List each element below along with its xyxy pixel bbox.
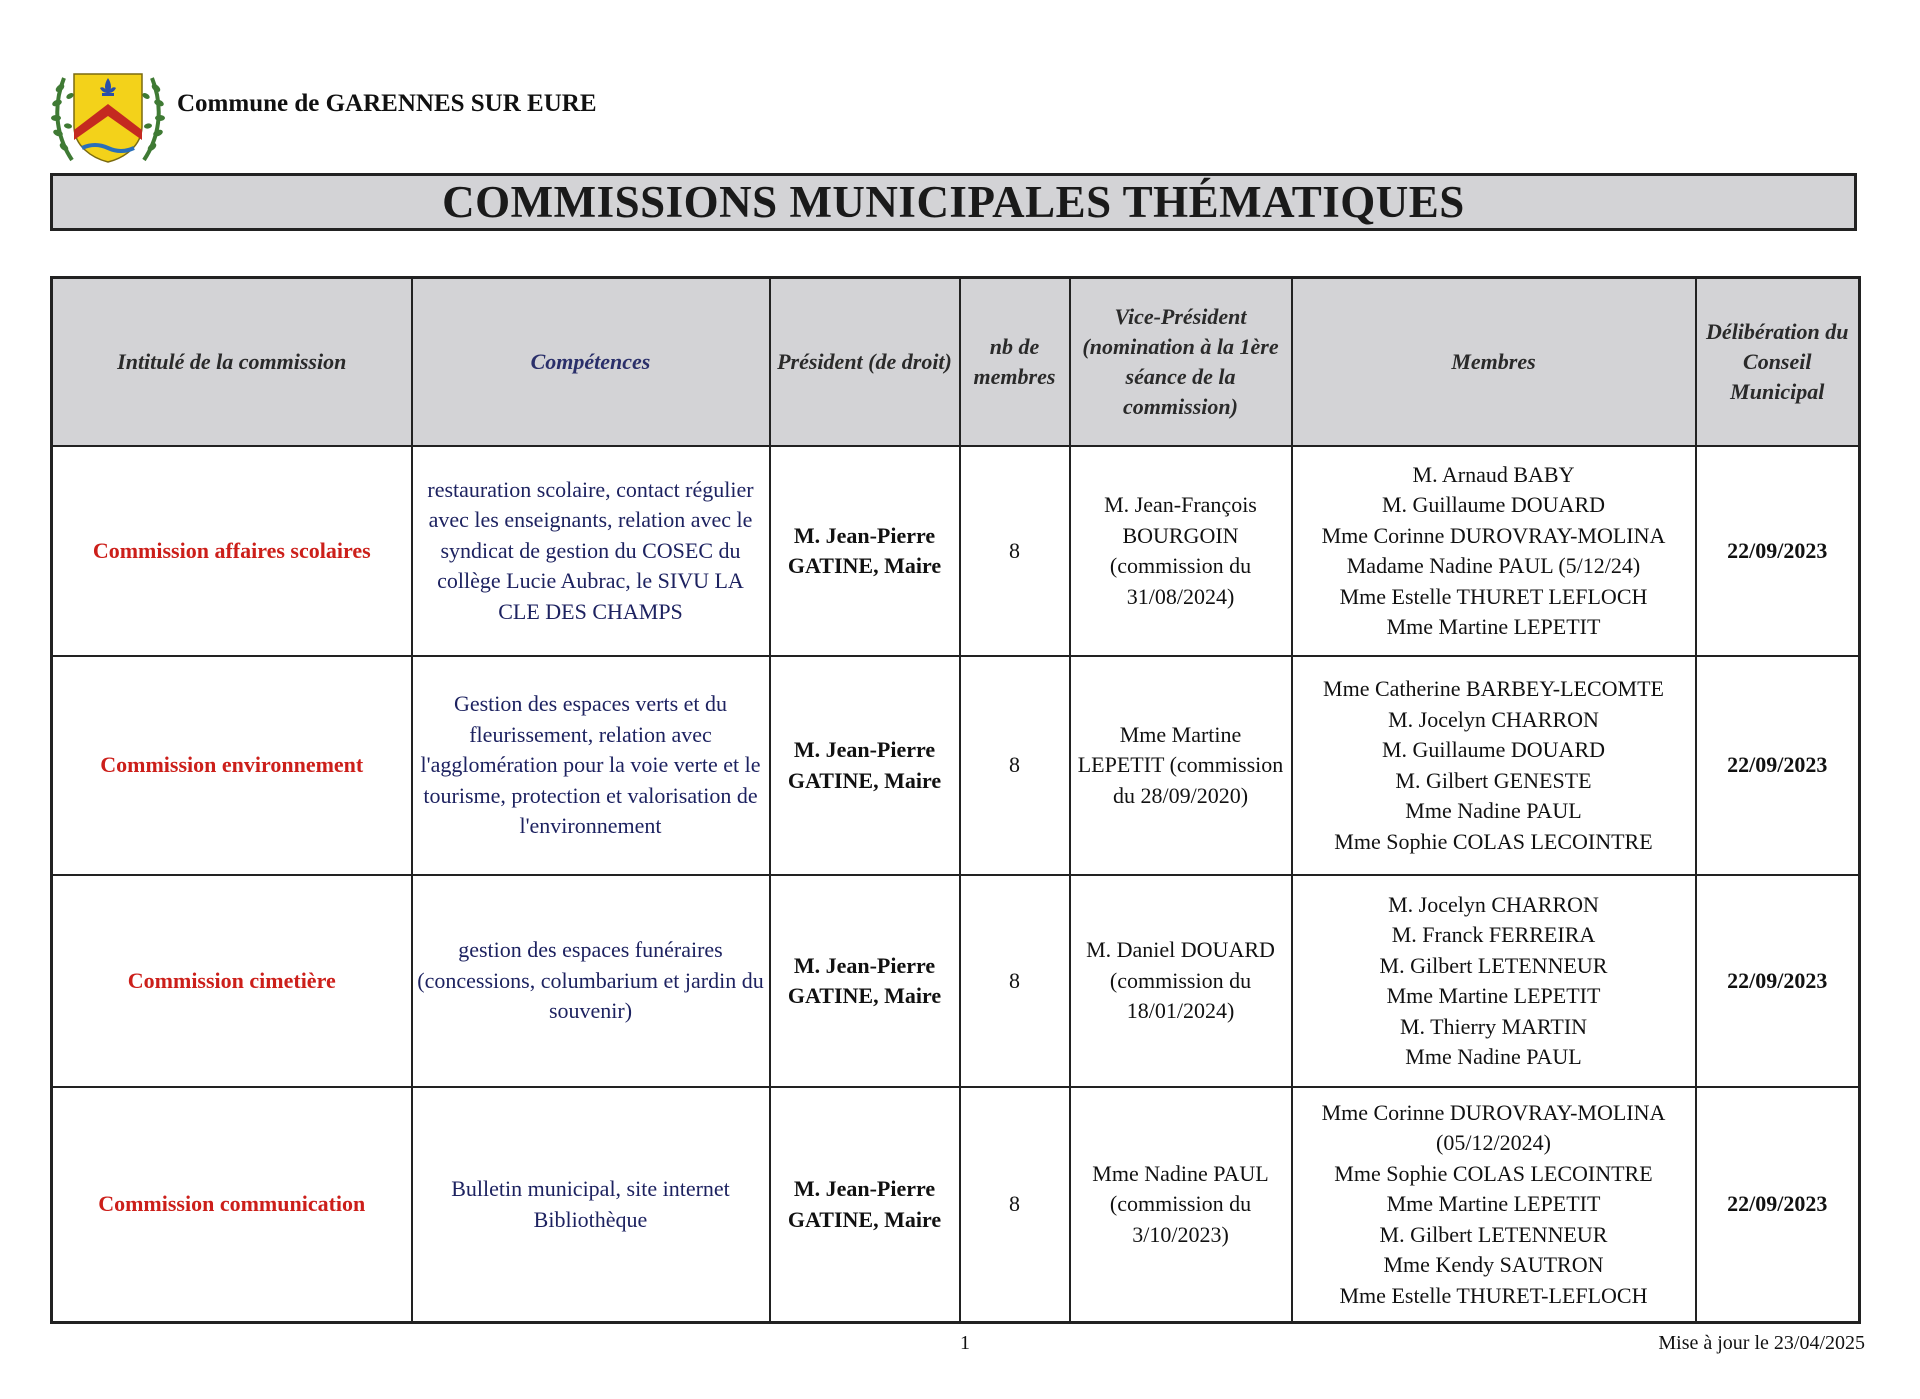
nb-membres-cell: 8: [960, 875, 1070, 1087]
member-item: Mme Estelle THURET-LEFLOCH: [1339, 1282, 1648, 1308]
member-item: Mme Catherine BARBEY-LECOMTE: [1323, 676, 1664, 701]
president-cell: M. Jean-Pierre GATINE, Maire: [770, 656, 960, 875]
member-item: Mme Nadine PAUL: [1405, 1044, 1582, 1069]
membres-cell: [1292, 656, 1696, 875]
update-date: Mise à jour le 23/04/2025: [1658, 1332, 1865, 1354]
table-header-row: [52, 278, 1860, 447]
member-item: Mme Corinne DUROVRAY-MOLINA: [1321, 522, 1666, 548]
competences-cell: Bulletin municipal, site internet Bibliothèque: [412, 1087, 770, 1323]
header-nb-membres: nb de membres: [960, 278, 1070, 447]
membres-cell: [1292, 875, 1696, 1087]
member-item: Mme Kendy SAUTRON: [1383, 1252, 1604, 1278]
page-number: 1: [960, 1332, 970, 1354]
table-row: [52, 446, 1860, 656]
vice-president-cell: M. Jean-François BOURGOIN (commission du 31/08/2024): [1070, 446, 1292, 656]
header-competences: Compétences: [412, 278, 770, 447]
member-item: Mme Sophie COLAS LECOINTRE: [1334, 1160, 1653, 1186]
member-item: Mme Sophie COLAS LECOINTRE: [1334, 828, 1653, 854]
nb-membres-cell: 8: [960, 1087, 1070, 1323]
president-cell: M. Jean-Pierre GATINE, Maire: [770, 446, 960, 656]
header-deliberation: Délibération du Conseil Municipal: [1696, 278, 1860, 447]
competences-cell: gestion des espaces funéraires (concessions, columbarium et jardin du souvenir): [412, 875, 770, 1087]
header-president: Président (de droit): [770, 278, 960, 447]
competences-cell: restauration scolaire, contact régulier avec les enseignants, relation avec le syndicat de gestion du COSEC du collège Lucie Aubrac, le SIVU LA CLE DES CHAMPS: [412, 446, 770, 656]
deliberation-date: 22/09/2023: [1696, 446, 1860, 656]
member-item: M. Gilbert LETENNEUR: [1379, 952, 1608, 978]
deliberation-date: 22/09/2023: [1696, 1087, 1860, 1323]
member-item: Mme Martine LEPETIT: [1386, 614, 1601, 639]
member-item: M. Arnaud BABY: [1412, 461, 1575, 487]
commission-name: Commission cimetière: [52, 875, 412, 1087]
table-row: [52, 875, 1860, 1087]
deliberation-date: 22/09/2023: [1696, 656, 1860, 875]
member-item: Madame Nadine PAUL (5/12/24): [1346, 553, 1641, 578]
member-item: M. Jocelyn CHARRON: [1388, 891, 1599, 917]
commission-name: Commission affaires scolaires: [52, 446, 412, 656]
header-membres: Membres: [1292, 278, 1696, 447]
nb-membres-cell: 8: [960, 656, 1070, 875]
competences-cell: Gestion des espaces verts et du fleurissement, relation avec l'agglomération pour la voie verte et le tourisme, protection et valorisation de l'environnement: [412, 656, 770, 875]
page-title-box: [50, 173, 1857, 231]
commission-name: Commission communication: [52, 1087, 412, 1323]
member-item: M. Gilbert LETENNEUR: [1379, 1221, 1608, 1247]
vice-president-cell: Mme Martine LEPETIT (commission du 28/09/2020): [1070, 656, 1292, 875]
member-item: Mme Martine LEPETIT: [1386, 1191, 1601, 1217]
member-item: M. Thierry MARTIN: [1399, 1013, 1588, 1039]
vice-president-cell: Mme Nadine PAUL (commission du 3/10/2023): [1070, 1087, 1292, 1323]
table-row: [52, 656, 1860, 875]
membres-cell: [1292, 446, 1696, 656]
table-row: [52, 1087, 1860, 1323]
member-item: Mme Corinne DUROVRAY-MOLINA: [1321, 1099, 1666, 1125]
member-item: (05/12/2024): [1436, 1130, 1551, 1156]
member-item: Mme Martine LEPETIT: [1386, 983, 1601, 1008]
commune-name: Commune de GARENNES SUR EURE: [177, 90, 597, 117]
commune-crest-logo: [50, 68, 166, 170]
member-item: M. Franck FERREIRA: [1391, 922, 1596, 947]
deliberation-date: 22/09/2023: [1696, 875, 1860, 1087]
membres-cell: [1292, 1087, 1696, 1323]
member-item: M. Guillaume DOUARD: [1381, 492, 1606, 517]
member-item: M. Jocelyn CHARRON: [1388, 706, 1599, 732]
commission-name: Commission environnement: [52, 656, 412, 875]
president-cell: M. Jean-Pierre GATINE, Maire: [770, 1087, 960, 1323]
member-item: Mme Nadine PAUL: [1405, 798, 1582, 823]
member-item: Mme Estelle THURET LEFLOCH: [1339, 583, 1648, 609]
header-intitule: Intitulé de la commission: [52, 278, 412, 447]
vice-president-cell: M. Daniel DOUARD (commission du 18/01/2024): [1070, 875, 1292, 1087]
commissions-table: [50, 276, 1861, 1324]
header-vice-president: Vice-Président (nomination à la 1ère séance de la commission): [1070, 278, 1292, 447]
president-cell: M. Jean-Pierre GATINE, Maire: [770, 875, 960, 1087]
member-item: M. Gilbert GENESTE: [1395, 767, 1592, 793]
member-item: M. Guillaume DOUARD: [1381, 737, 1606, 762]
page-title: COMMISSIONS MUNICIPALES THÉMATIQUES: [442, 177, 1465, 227]
nb-membres-cell: 8: [960, 446, 1070, 656]
